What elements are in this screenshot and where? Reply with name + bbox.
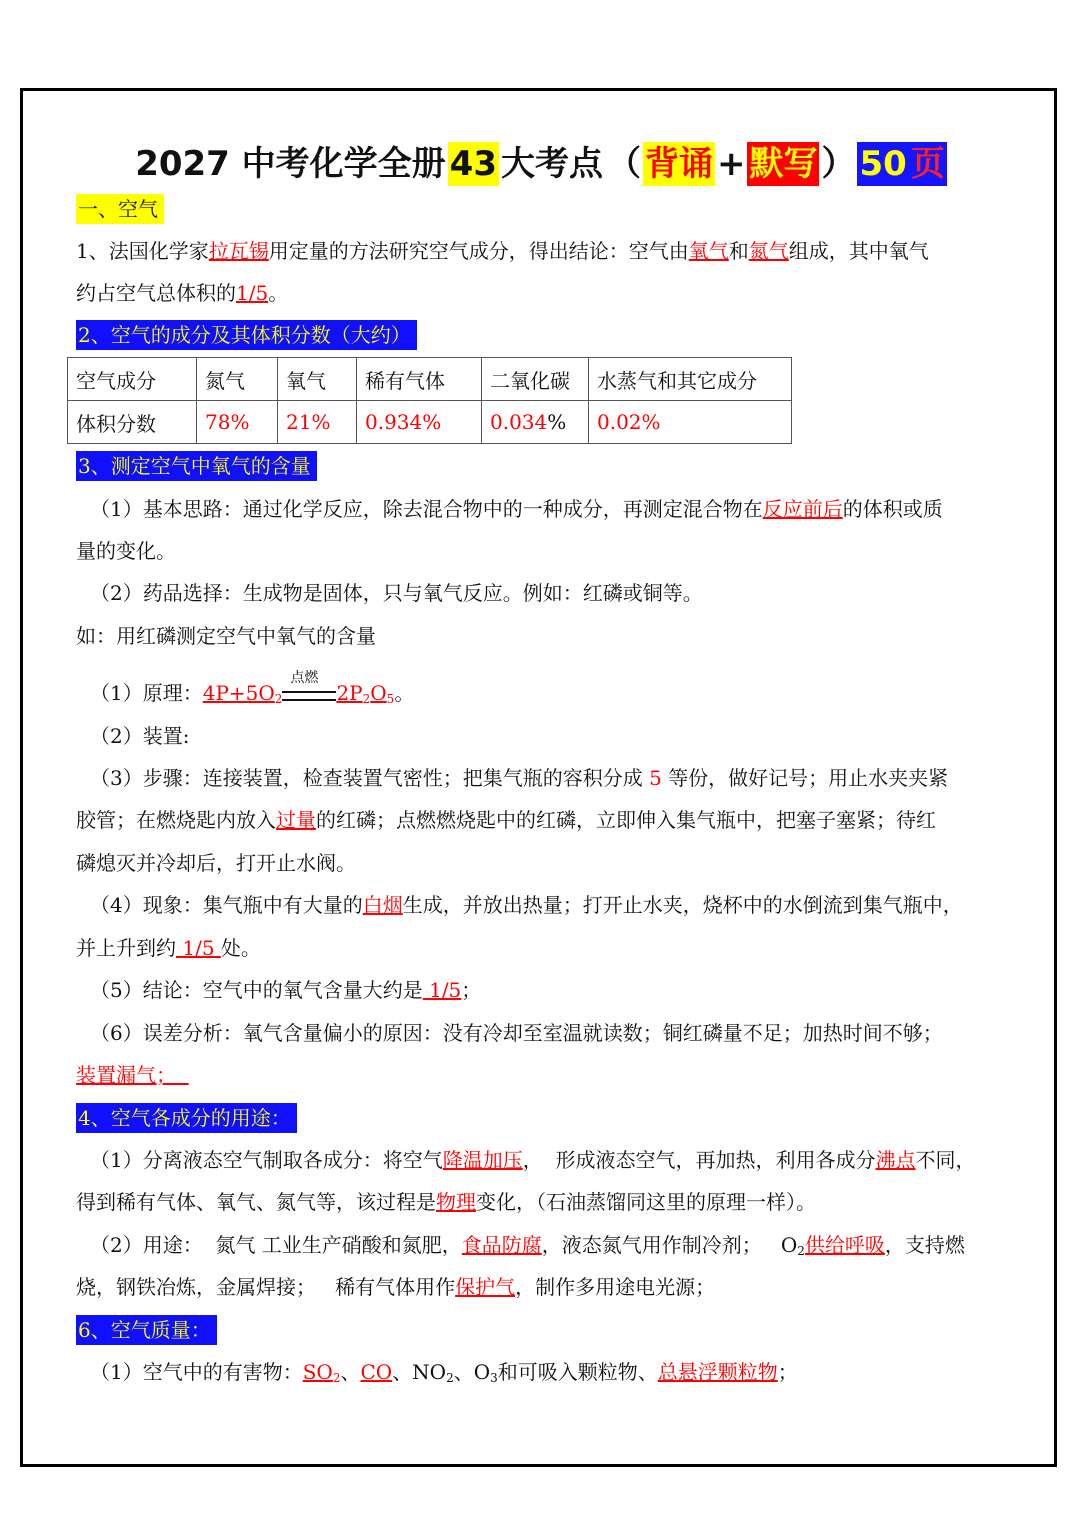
reaction-condition-arrow xyxy=(282,669,336,705)
answer: 反应前后 xyxy=(762,497,843,521)
text: 处。 xyxy=(220,936,261,960)
table-cell: 稀有气体 xyxy=(357,358,482,401)
s3-line-10 xyxy=(90,890,963,920)
table-header-row xyxy=(68,358,792,401)
text: ， 形成液态空气，再加热，利用各成分 xyxy=(522,1148,876,1172)
title-plus: + xyxy=(716,144,746,184)
subscript: 2 xyxy=(274,692,283,706)
s3-line-7 xyxy=(90,763,948,793)
s3-line-5-equation xyxy=(90,669,415,714)
text: ； xyxy=(777,1360,798,1384)
text: 、NO xyxy=(392,1360,447,1384)
section-3-label: 3、测定空气中氧气的含量 xyxy=(76,451,317,481)
section-1-label: 一、空气 xyxy=(76,194,164,224)
text: 和可吸入颗粒物、 xyxy=(497,1360,658,1384)
section-6-label: 6、空气质量： xyxy=(76,1315,217,1345)
table-cell: 体积分数 xyxy=(68,401,197,444)
answer: 总悬浮颗粒物 xyxy=(657,1360,778,1384)
text: 胶管；在燃烧匙内放入 xyxy=(76,808,276,832)
s3-line-9 xyxy=(76,848,356,878)
section-4-heading xyxy=(76,1103,297,1133)
s4-line-4 xyxy=(76,1272,715,1302)
table-cell: 0.934% xyxy=(357,401,482,444)
title-recite: 背诵 xyxy=(644,144,713,184)
text: O xyxy=(370,681,387,705)
section-2-heading xyxy=(76,320,417,350)
title-close: ） xyxy=(821,144,856,184)
section-2-label: 2、空气的成分及其体积分数（大约） xyxy=(76,320,417,350)
text: 、 xyxy=(340,1360,361,1384)
unit: % xyxy=(547,410,567,434)
s1-para-line-2 xyxy=(76,278,288,308)
s3-line-8 xyxy=(76,805,936,835)
subscript: 3 xyxy=(490,1371,498,1385)
title-dictation: 默写 xyxy=(749,144,818,184)
answer: 1/5 xyxy=(422,978,462,1002)
text: （1）分离液态空气制取各成分：将空气 xyxy=(90,1148,443,1172)
title-page: 页 xyxy=(910,144,945,184)
text: 用定量的方法研究空气成分，得出结论：空气由 xyxy=(268,239,689,263)
equals-sign xyxy=(282,691,336,701)
text: 1、法国化学家 xyxy=(76,239,209,263)
page-title xyxy=(0,136,1080,185)
answer: 供给呼吸 xyxy=(804,1233,885,1257)
answer: 1/5 xyxy=(176,936,221,960)
answer: 沸点 xyxy=(875,1148,916,1172)
text: （5）结论：空气中的氧气含量大约是 xyxy=(90,978,423,1002)
title-text: 2027 中考化学全册 xyxy=(135,144,446,184)
subscript: 2 xyxy=(362,692,371,706)
s3-line-2 xyxy=(76,536,176,566)
text: 约占空气总体积的 xyxy=(76,281,236,305)
text: ； xyxy=(461,978,482,1002)
table-cell: 0.02% xyxy=(589,401,792,444)
text: 和 xyxy=(728,239,749,263)
answer: 保护气 xyxy=(455,1275,516,1299)
answer: 5 xyxy=(642,766,669,790)
table-cell: 21% xyxy=(278,401,357,444)
table-cell: 空气成分 xyxy=(68,358,197,401)
answer: 物理 xyxy=(436,1190,476,1214)
table-cell: 氮气 xyxy=(197,358,278,401)
subscript: 2 xyxy=(797,1244,805,1258)
s1-para-line-1 xyxy=(76,236,929,266)
text: SO xyxy=(302,1360,333,1384)
answer: 过量 xyxy=(276,808,316,832)
text: 的体积或质 xyxy=(842,497,943,521)
table-cell: 78% xyxy=(197,401,278,444)
answer: 氧气 xyxy=(688,239,729,263)
title-text-2: 大考点 xyxy=(500,144,603,184)
text: ，液态氮气用作制冷剂； O xyxy=(541,1233,798,1257)
text: 、O xyxy=(453,1360,491,1384)
s3-line-13 xyxy=(90,1018,943,1048)
text: 等份，做好记号；用止水夹夹紧 xyxy=(668,766,949,790)
text: 变化，（石油蒸馏同这里的原理一样）。 xyxy=(476,1190,816,1214)
text: （2）药品选择：生成物是固体，只与氧气反应。例如：红磷或铜等。 xyxy=(90,581,703,605)
s3-line-11 xyxy=(76,933,261,963)
text: （3）步骤：连接装置，检查装置气密性；把集气瓶的容积分成 xyxy=(90,766,643,790)
s6-line-1 xyxy=(90,1357,798,1393)
title-43: 43 xyxy=(449,144,497,184)
value: 0.034 xyxy=(490,410,548,434)
air-composition-table xyxy=(67,357,792,444)
answer: 食品防腐 xyxy=(461,1233,542,1257)
text: 组成，其中氧气 xyxy=(788,239,929,263)
text: （1）原理： xyxy=(90,681,203,705)
text: 4P+5O xyxy=(202,681,275,705)
section-3-heading xyxy=(76,451,317,481)
title-50: 50 xyxy=(859,144,907,184)
s3-line-12 xyxy=(90,975,481,1005)
title-open: （ xyxy=(606,144,641,184)
text: （2）用途： 氮气 工业生产硝酸和氮肥， xyxy=(90,1233,462,1257)
table-cell: 水蒸气和其它成分 xyxy=(589,358,792,401)
answer: 装置漏气； xyxy=(76,1063,189,1087)
text: 磷熄灭并冷却后，打开止水阀。 xyxy=(76,851,356,875)
equation-left xyxy=(203,681,283,705)
text: ，支持燃 xyxy=(884,1233,965,1257)
section-1-heading xyxy=(76,194,164,224)
subscript: 2 xyxy=(446,1371,454,1385)
text: 量的变化。 xyxy=(76,539,176,563)
table-cell: 氧气 xyxy=(278,358,357,401)
s3-line-14 xyxy=(76,1060,189,1090)
answer: 氮气 xyxy=(748,239,789,263)
text: 并上升到约 xyxy=(76,936,176,960)
answer: 1/5 xyxy=(236,281,269,305)
equation-right xyxy=(336,681,394,705)
text: ，制作多用途电光源； xyxy=(515,1275,716,1299)
answer: 拉瓦锡 xyxy=(208,239,269,263)
text: 。 xyxy=(394,681,415,705)
s3-line-4 xyxy=(76,621,376,651)
answer xyxy=(303,1360,341,1384)
table-row xyxy=(68,401,792,444)
text: （1）基本思路：通过化学反应，除去混合物中的一种成分，再测定混合物在 xyxy=(90,497,763,521)
text: 烧，钢铁冶炼，金属焊接； 稀有气体用作 xyxy=(76,1275,456,1299)
text: （6）误差分析：氧气含量偏小的原因：没有冷却至室温就读数；铜红磷量不足；加热时间不够； xyxy=(90,1021,943,1045)
text: （2）装置: xyxy=(90,724,190,748)
text: 生成，并放出热量；打开止水夹，烧杯中的水倒流到集气瓶中， xyxy=(402,893,963,917)
text: 得到稀有气体、氧气、氮气等，该过程是 xyxy=(76,1190,436,1214)
table-cell xyxy=(482,401,589,444)
answer: 降温加压 xyxy=(442,1148,523,1172)
text: 2P xyxy=(336,681,363,705)
s4-line-3 xyxy=(90,1230,965,1266)
s3-line-6 xyxy=(90,721,189,751)
text: 不同， xyxy=(915,1148,976,1172)
section-4-label: 4、空气各成分的用途： xyxy=(76,1103,297,1133)
answer: 白烟 xyxy=(362,893,403,917)
text: （4）现象：集气瓶中有大量的 xyxy=(90,893,363,917)
answer: CO xyxy=(360,1360,393,1384)
s4-line-2 xyxy=(76,1187,816,1217)
text: 。 xyxy=(268,281,289,305)
s3-line-3 xyxy=(90,578,703,608)
text: （1）空气中的有害物： xyxy=(90,1360,303,1384)
text: 如：用红磷测定空气中氧气的含量 xyxy=(76,624,376,648)
s4-line-1 xyxy=(90,1145,975,1175)
table-cell: 二氧化碳 xyxy=(482,358,589,401)
text: 的红磷；点燃燃烧匙中的红磷，立即伸入集气瓶中，把塞子塞紧；待红 xyxy=(316,808,936,832)
subscript: 5 xyxy=(386,692,395,706)
condition: 点燃 xyxy=(290,669,319,686)
subscript: 2 xyxy=(332,1371,341,1385)
s3-line-1 xyxy=(90,494,943,524)
section-6-heading xyxy=(76,1315,217,1345)
